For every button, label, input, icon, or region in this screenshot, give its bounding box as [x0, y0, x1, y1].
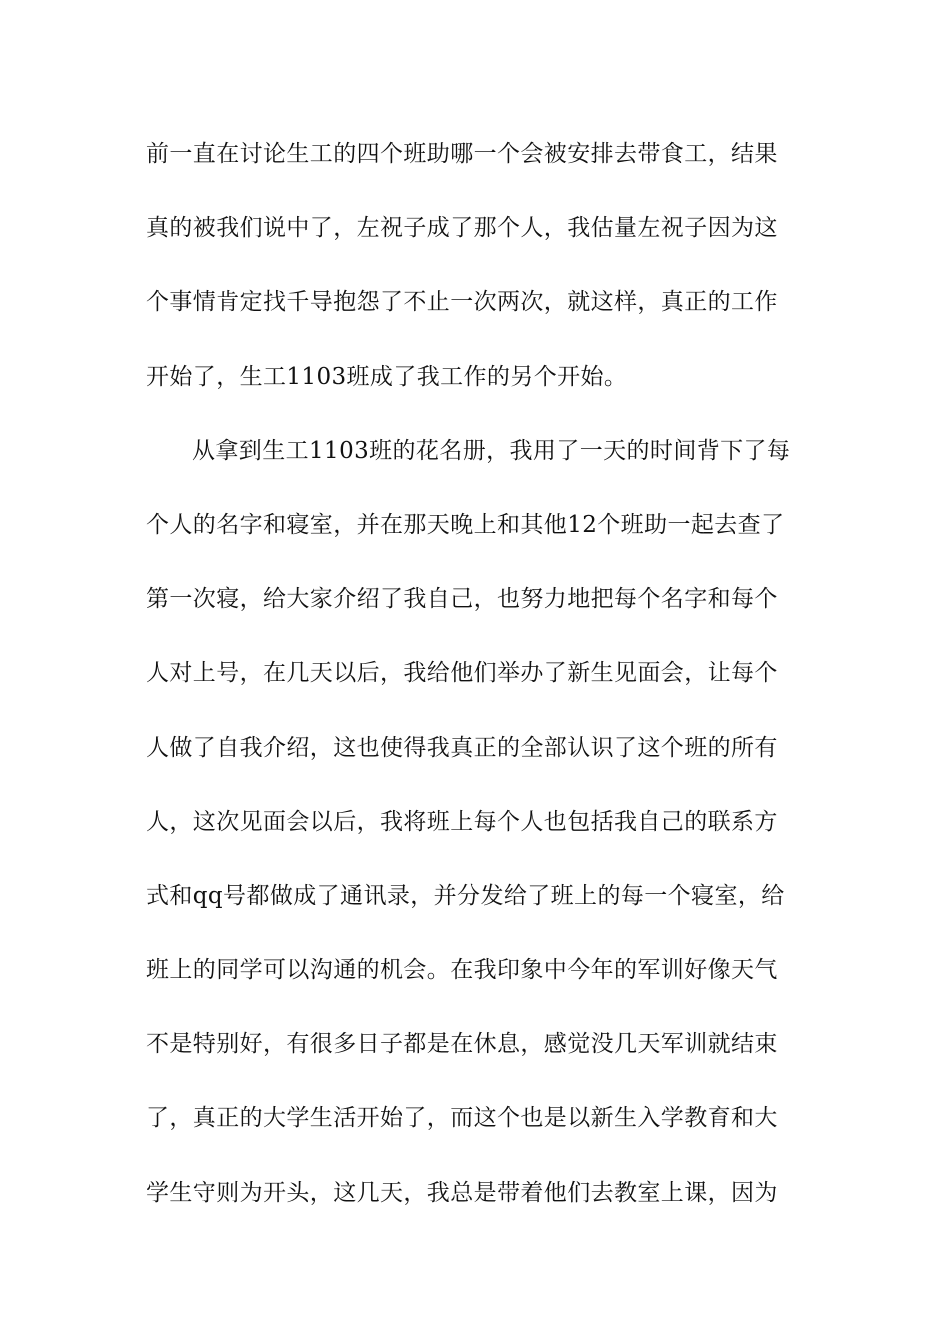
paragraph-first-line: 从拿到生工1103班的花名册，我用了一天的时间背下了每: [192, 437, 791, 464]
text-line: 真的被我们说中了，左祝子成了那个人，我估量左祝子因为这: [146, 215, 778, 242]
text-line: 第一次寝，给大家介绍了我自己，也努力地把每个名字和每个: [146, 586, 778, 613]
text-line: 学生守则为开头，这几天，我总是带着他们去教室上课，因为: [146, 1179, 778, 1206]
text-line: 式和qq号都做成了通讯录，并分发给了班上的每一个寝室，给: [146, 882, 785, 909]
text-line: 个事情肯定找千导抱怨了不止一次两次，就这样，真正的工作: [146, 289, 778, 316]
text-line: 人做了自我介绍，这也使得我真正的全部认识了这个班的所有: [146, 734, 778, 761]
text-line: 不是特别好，有很多日子都是在休息，感觉没几天军训就结束: [146, 1031, 778, 1058]
text-line: 个人的名字和寝室，并在那天晚上和其他12个班助一起去查了: [146, 511, 785, 538]
text-line: 前一直在讨论生工的四个班助哪一个会被安排去带食工，结果: [146, 141, 778, 167]
text-line: 班上的同学可以沟通的机会。在我印象中今年的军训好像天气: [146, 957, 778, 984]
text-line: 了，真正的大学生活开始了，而这个也是以新生入学教育和大: [146, 1105, 778, 1132]
text-line: 开始了，生工1103班成了我工作的另个开始。: [146, 363, 628, 390]
body-text: [146, 128, 806, 1241]
text-line: 人，这次见面会以后，我将班上每个人也包括我自己的联系方: [146, 808, 778, 835]
text-line: 人对上号，在几天以后，我给他们举办了新生见面会，让每个: [146, 660, 778, 687]
